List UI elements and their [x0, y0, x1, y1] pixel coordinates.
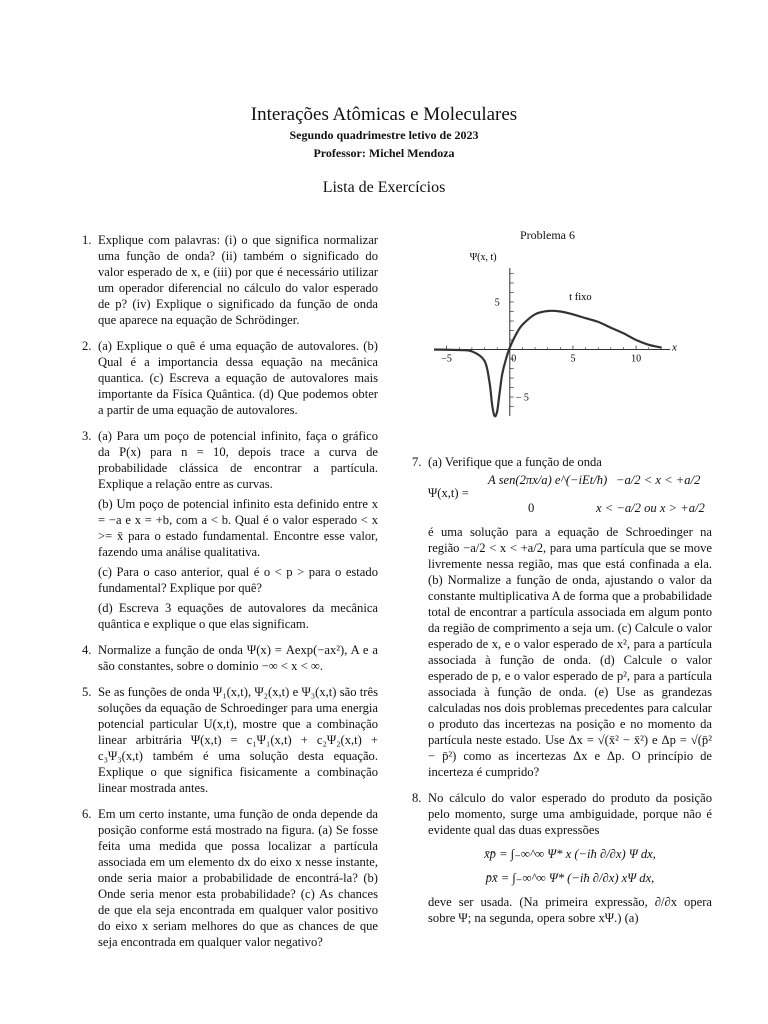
exercise-7	[412, 454, 712, 780]
exercise-text: (a) Explique o quê é uma equação de autovalores. (b) Qual é a importancia dessa equação na mecânica quantica. (c) Escreva a equação de autovalores mais importante da Física Quântica. (d) Que podemos obter a partir de uma equação de autovalores.	[98, 339, 378, 417]
y-tick-label: 5	[494, 297, 500, 309]
exercise-text: No cálculo do valor esperado do produto da posição pelo momento, surge uma ambiguidade, porque não é evidente qual das duas expressões	[428, 791, 712, 837]
list-title: Lista de Exercícios	[322, 179, 446, 196]
case-2-condition: x < −a/2 ou x > +a/2	[596, 501, 705, 515]
exercise-text: Em um certo instante, uma função de onda depende da posição conforme está mostrado na figura. (a) Se fosse feita uma medida que possa localizar a partícula associada em um elemento dx do eixo x nesse instante, onde seria maior a probabilidade de encontrá-la? (b) Onde seria menor esta probabilidade? (c) As chances de que ela seja encontrada em qualquer valor positivo do eixo x seriam melhores do que as chances de que seja encontrada em qualquer valor negativo?	[98, 807, 378, 949]
equation-px: p̄x̄ = ∫₋∞^∞ Ψ* (−iħ ∂/∂x) xΨ dx,	[485, 871, 655, 885]
exercise-part-d: (d) Escreva 3 equações de autovalores da mecânica quântica e explique o que elas significam.	[98, 601, 378, 631]
right-column	[412, 454, 712, 936]
exercise-part-c: (c) Para o caso anterior, qual é o < p > para o estado fundamental? Explique por quê?	[98, 565, 378, 595]
wavefunction-curve	[434, 311, 661, 417]
exercise-intro: (a) Verifique que a função de onda	[428, 455, 602, 469]
y-axis-label: Ψ(x, t)	[469, 252, 497, 263]
x-tick-label: −5	[441, 353, 452, 365]
exercise-number: 5.	[82, 685, 92, 699]
exercise-4	[82, 642, 378, 674]
exercise-8	[412, 790, 712, 926]
exercise-number: 2.	[82, 339, 92, 353]
exercise-text: Se as funções de onda Ψ₁(x,t), Ψ₂(x,t) e Ψ₃(x,t) são três soluções da equação de Schroedinger para uma energia potencial particular U(x,t), mostre que a combinação linear arbitrária Ψ(x,t) = c₁Ψ₁(x,t) + c₂Ψ₂(x,t) + c₃Ψ₃(x,t) também é uma solução desta equação. Explique o que significa fisicamente a combinação linear mostrada antes.	[98, 685, 378, 795]
exercise-2	[82, 338, 378, 418]
exercise-5	[82, 684, 378, 796]
exercise-number: 4.	[82, 643, 92, 657]
exercise-number: 7.	[412, 455, 422, 469]
problem-6-chart	[428, 250, 680, 426]
exercise-number: 1.	[82, 233, 92, 247]
equation-xp: x̄p̄ = ∫₋∞^∞ Ψ* x (−iħ ∂/∂x) Ψ dx,	[484, 847, 656, 861]
y-tick-label: − 5	[515, 392, 529, 404]
case-1-condition: −a/2 < x < +a/2	[616, 473, 701, 487]
exercise-text: Normalize a função de onda Ψ(x) = Aexp(−ax²), A e a são constantes, sobre o dominio −∞ < x < ∞.	[98, 643, 378, 673]
exercise-6	[82, 806, 378, 950]
professor-name: Professor: Michel Mendoza	[313, 146, 455, 160]
document-title: Interações Atômicas e Moleculares	[250, 104, 518, 125]
figure-label: Problema 6	[520, 228, 575, 242]
function-lhs: Ψ(x,t) =	[428, 486, 469, 500]
exercise-text: é uma solução para a equação de Schroedinger na região −a/2 < x < +a/2, para uma partícula que se move livremente nessa região, mas que está confinada a ela. (b) Normalize a função de onda, ajustando o valor da constante multiplicativa A de forma que a probabilidade total de encontrar a partícula associada em algum ponto da região de comprimento a seja um. (c) Calcule o valor esperado de x, e o valor esperado de x², para a partícula associada à função de onda. (d) Calcule o valor esperado de p, e o valor esperado de p², para a partícula associada à função de onda. (e) Use as grandezas calculadas nos dois problemas precedentes para calcular o produto das incertezas na posição e no momento da partícula neste estado. Use Δx = √(x̄² − x̄²) e Δp = √(p̄² − p̄²) como as incertezas Δx e Δp. O princípio de incerteza é cumprido?	[428, 525, 712, 779]
exercise-tail: deve ser usada. (Na primeira expressão, ∂/∂x opera sobre Ψ; na segunda, opera sobre xΨ.) (a)	[428, 895, 712, 925]
exercise-3	[82, 428, 378, 632]
exercise-part-b: (b) Um poço de potencial infinito esta definido entre x = −a e x = +b, com a < b. Qual é o valor esperado < x >= x̄ para o estado fundamental. Encontre esse valor, fazendo uma análise qualitativa.	[98, 497, 378, 559]
x-tick-label: 0	[511, 353, 517, 365]
exercise-text: (a) Para um poço de potencial infinito, faça o gráfico da P(x) para n = 10, depois trace a curva de probabilidade clássica de encontrar a partícula. Explique a relação entre as curvas.	[98, 429, 378, 491]
document-subtitle: Segundo quadrimestre letivo de 2023	[289, 128, 479, 142]
left-column	[82, 232, 378, 960]
x-axis-label: x	[672, 341, 677, 354]
exercise-number: 6.	[82, 807, 92, 821]
exercise-1	[82, 232, 378, 328]
x-tick-label: 5	[570, 353, 576, 365]
piecewise-function	[428, 470, 712, 524]
chart-ticks	[441, 274, 661, 407]
x-tick-label: 10	[631, 353, 642, 365]
chart-axes	[434, 268, 670, 416]
exercise-text: Explique com palavras: (i) o que significa normalizar uma função de onda? (ii) também o significado do valor esperado de x, e (iii) por que é necessário utilizar um operador diferencial no cálculo do valor esperado de p? (iv) Explique o significado da função de onda que aparece na equação de Schrödinger.	[98, 233, 378, 327]
case-2-expression: 0	[528, 501, 535, 515]
exercise-number: 8.	[412, 791, 422, 805]
chart-annotation: t fixo	[569, 292, 592, 304]
exercise-number: 3.	[82, 429, 92, 443]
case-1-expression: A sen(2πx/a) e^(−iEt/ħ)	[488, 473, 608, 487]
